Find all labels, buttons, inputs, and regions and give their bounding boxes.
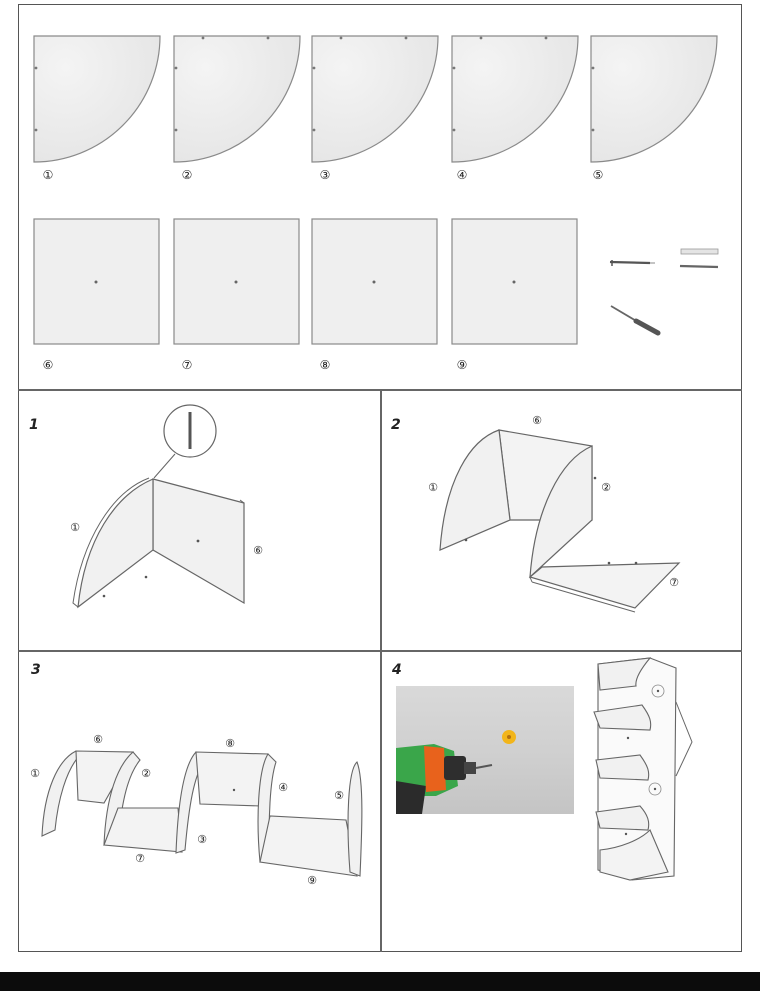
part-label-7: ⑦ xyxy=(181,358,193,372)
step-3-callout-1: ① xyxy=(30,767,40,780)
step-3-callout-6: ⑥ xyxy=(93,733,103,746)
step-3-callout-7: ⑦ xyxy=(135,852,145,865)
step-2-callout-2: ② xyxy=(601,481,611,494)
part-label-9: ⑨ xyxy=(456,358,468,372)
part-label-3: ③ xyxy=(319,168,331,182)
step-1-callout-1: ① xyxy=(70,521,80,534)
step-3-callout-3: ③ xyxy=(197,833,207,846)
step-number-3: 3 xyxy=(31,662,41,678)
step-3-callout-4: ④ xyxy=(278,781,288,794)
step-3-callout-8: ⑧ xyxy=(225,737,235,750)
part-label-4: ④ xyxy=(456,168,468,182)
step-number-1: 1 xyxy=(29,417,39,433)
step-1-callout-6: ⑥ xyxy=(253,544,263,557)
step-2-callout-6: ⑥ xyxy=(532,414,542,427)
step-3-callout-2: ② xyxy=(141,767,151,780)
part-label-6: ⑥ xyxy=(42,358,54,372)
step-3-callout-9: ⑨ xyxy=(307,874,317,887)
part-label-8: ⑧ xyxy=(319,358,331,372)
step-2-callout-1: ① xyxy=(428,481,438,494)
part-label-1: ① xyxy=(42,168,54,182)
step-number-4: 4 xyxy=(392,662,402,678)
step-3-callout-5: ⑤ xyxy=(334,789,344,802)
bottom-bar xyxy=(0,972,760,991)
part-label-2: ② xyxy=(181,168,193,182)
step-number-2: 2 xyxy=(391,417,401,433)
step-2-callout-7: ⑦ xyxy=(669,576,679,589)
part-label-5: ⑤ xyxy=(592,168,604,182)
